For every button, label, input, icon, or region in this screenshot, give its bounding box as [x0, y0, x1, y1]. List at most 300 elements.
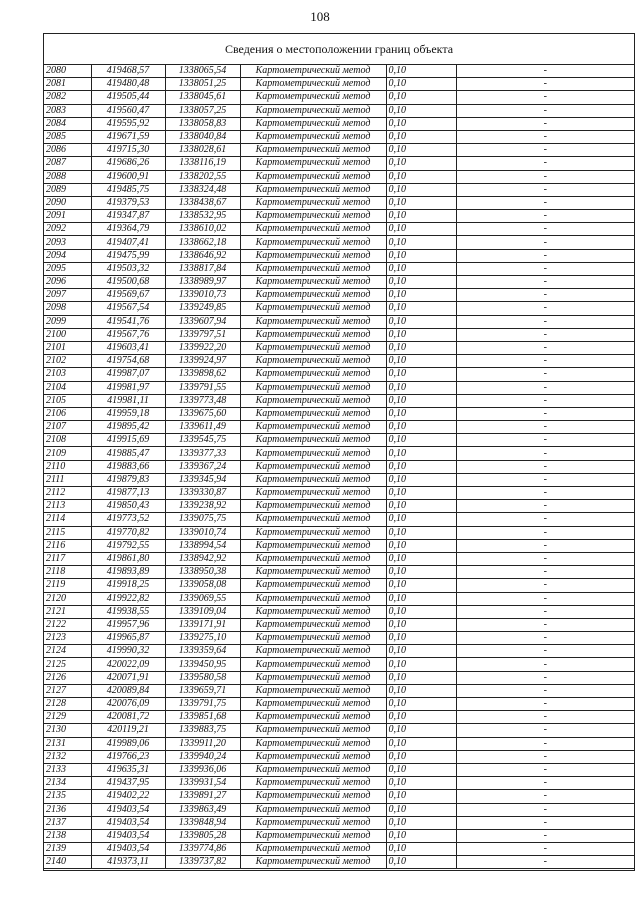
y-coordinate-cell: 1339109,04 [165, 605, 240, 618]
y-coordinate-cell: 1338058,83 [165, 117, 240, 130]
y-coordinate-cell: 1339238,92 [165, 500, 240, 513]
y-coordinate-cell: 1338045,61 [165, 91, 240, 104]
point-number-cell: 2091 [44, 210, 91, 223]
y-coordinate-cell: 1338040,84 [165, 130, 240, 143]
x-coordinate-cell: 420071,91 [91, 671, 165, 684]
description-cell: - [456, 157, 634, 170]
description-cell: - [456, 117, 634, 130]
y-coordinate-cell: 1339171,91 [165, 618, 240, 631]
method-cell: Картометрический метод [240, 130, 386, 143]
point-number-cell: 2098 [44, 302, 91, 315]
accuracy-cell: 0,10 [386, 447, 456, 460]
accuracy-cell: 0,10 [386, 196, 456, 209]
x-coordinate-cell: 419503,32 [91, 262, 165, 275]
description-cell: - [456, 500, 634, 513]
table-row [44, 724, 634, 737]
table-row [44, 605, 634, 618]
point-number-cell: 2126 [44, 671, 91, 684]
point-number-cell: 2127 [44, 684, 91, 697]
point-number-cell: 2106 [44, 407, 91, 420]
point-number-cell: 2118 [44, 566, 91, 579]
x-coordinate-cell: 419715,30 [91, 144, 165, 157]
accuracy-cell: 0,10 [386, 394, 456, 407]
x-coordinate-cell: 419379,53 [91, 196, 165, 209]
y-coordinate-cell: 1339659,71 [165, 684, 240, 697]
point-number-cell: 2095 [44, 262, 91, 275]
method-cell: Картометрический метод [240, 539, 386, 552]
method-cell: Картометрический метод [240, 183, 386, 196]
description-cell: - [456, 763, 634, 776]
description-cell: - [456, 711, 634, 724]
method-cell: Картометрический метод [240, 487, 386, 500]
table-row [44, 618, 634, 631]
x-coordinate-cell: 419403,54 [91, 816, 165, 829]
point-number-cell: 2109 [44, 447, 91, 460]
x-coordinate-cell: 420119,21 [91, 724, 165, 737]
accuracy-cell: 0,10 [386, 487, 456, 500]
y-coordinate-cell: 1339891,27 [165, 790, 240, 803]
point-number-cell: 2101 [44, 341, 91, 354]
x-coordinate-cell: 419915,69 [91, 434, 165, 447]
x-coordinate-cell: 419766,23 [91, 750, 165, 763]
description-cell: - [456, 671, 634, 684]
point-number-cell: 2120 [44, 592, 91, 605]
description-cell: - [456, 447, 634, 460]
accuracy-cell: 0,10 [386, 684, 456, 697]
table-row [44, 460, 634, 473]
method-cell: Картометрический метод [240, 170, 386, 183]
page-number: 108 [310, 9, 330, 24]
coordinates-table [44, 65, 634, 869]
y-coordinate-cell: 1339931,54 [165, 777, 240, 790]
accuracy-cell: 0,10 [386, 552, 456, 565]
y-coordinate-cell: 1338950,38 [165, 566, 240, 579]
x-coordinate-cell: 419879,83 [91, 473, 165, 486]
point-number-cell: 2134 [44, 777, 91, 790]
point-number-cell: 2123 [44, 632, 91, 645]
y-coordinate-cell: 1338028,61 [165, 144, 240, 157]
point-number-cell: 2080 [44, 65, 91, 78]
point-number-cell: 2130 [44, 724, 91, 737]
point-number-cell: 2132 [44, 750, 91, 763]
table-heading: Сведения о местоположении границ объекта [44, 34, 634, 65]
y-coordinate-cell: 1339359,64 [165, 645, 240, 658]
accuracy-cell: 0,10 [386, 816, 456, 829]
accuracy-cell: 0,10 [386, 117, 456, 130]
method-cell: Картометрический метод [240, 856, 386, 869]
method-cell: Картометрический метод [240, 117, 386, 130]
y-coordinate-cell: 1339069,55 [165, 592, 240, 605]
accuracy-cell: 0,10 [386, 658, 456, 671]
table-row [44, 579, 634, 592]
description-cell: - [456, 394, 634, 407]
y-coordinate-cell: 1338532,95 [165, 210, 240, 223]
y-coordinate-cell: 1338202,55 [165, 170, 240, 183]
x-coordinate-cell: 419468,57 [91, 65, 165, 78]
table-row [44, 790, 634, 803]
accuracy-cell: 0,10 [386, 500, 456, 513]
x-coordinate-cell: 419965,87 [91, 632, 165, 645]
table-row [44, 698, 634, 711]
description-cell: - [456, 605, 634, 618]
coordinates-table-frame [43, 33, 635, 871]
x-coordinate-cell: 419500,68 [91, 276, 165, 289]
accuracy-cell: 0,10 [386, 592, 456, 605]
x-coordinate-cell: 419877,13 [91, 487, 165, 500]
description-cell: - [456, 249, 634, 262]
method-cell: Картометрический метод [240, 763, 386, 776]
table-row [44, 658, 634, 671]
x-coordinate-cell: 419792,55 [91, 539, 165, 552]
description-cell: - [456, 196, 634, 209]
accuracy-cell: 0,10 [386, 843, 456, 856]
table-row [44, 130, 634, 143]
description-cell: - [456, 210, 634, 223]
table-row [44, 447, 634, 460]
point-number-cell: 2114 [44, 513, 91, 526]
y-coordinate-cell: 1338662,18 [165, 236, 240, 249]
y-coordinate-cell: 1339791,55 [165, 381, 240, 394]
point-number-cell: 2117 [44, 552, 91, 565]
table-row [44, 341, 634, 354]
description-cell: - [456, 381, 634, 394]
method-cell: Картометрический метод [240, 91, 386, 104]
description-cell: - [456, 328, 634, 341]
description-cell: - [456, 856, 634, 869]
accuracy-cell: 0,10 [386, 513, 456, 526]
y-coordinate-cell: 1339010,74 [165, 526, 240, 539]
point-number-cell: 2088 [44, 170, 91, 183]
point-number-cell: 2124 [44, 645, 91, 658]
table-row [44, 763, 634, 776]
table-row [44, 157, 634, 170]
x-coordinate-cell: 419861,80 [91, 552, 165, 565]
x-coordinate-cell: 419893,89 [91, 566, 165, 579]
x-coordinate-cell: 420089,84 [91, 684, 165, 697]
method-cell: Картометрический метод [240, 618, 386, 631]
description-cell: - [456, 473, 634, 486]
table-row [44, 711, 634, 724]
point-number-cell: 2107 [44, 421, 91, 434]
description-cell: - [456, 777, 634, 790]
point-number-cell: 2086 [44, 144, 91, 157]
x-coordinate-cell: 419883,66 [91, 460, 165, 473]
method-cell: Картометрический метод [240, 302, 386, 315]
accuracy-cell: 0,10 [386, 91, 456, 104]
method-cell: Картометрический метод [240, 513, 386, 526]
point-number-cell: 2129 [44, 711, 91, 724]
y-coordinate-cell: 1339607,94 [165, 315, 240, 328]
table-row [44, 144, 634, 157]
accuracy-cell: 0,10 [386, 473, 456, 486]
x-coordinate-cell: 419373,11 [91, 856, 165, 869]
description-cell: - [456, 632, 634, 645]
method-cell: Картометрический метод [240, 500, 386, 513]
table-row [44, 843, 634, 856]
description-cell: - [456, 724, 634, 737]
y-coordinate-cell: 1339675,60 [165, 407, 240, 420]
point-number-cell: 2125 [44, 658, 91, 671]
accuracy-cell: 0,10 [386, 302, 456, 315]
y-coordinate-cell: 1339450,95 [165, 658, 240, 671]
method-cell: Картометрический метод [240, 407, 386, 420]
description-cell: - [456, 315, 634, 328]
x-coordinate-cell: 419485,75 [91, 183, 165, 196]
description-cell: - [456, 368, 634, 381]
x-coordinate-cell: 419987,07 [91, 368, 165, 381]
point-number-cell: 2119 [44, 579, 91, 592]
point-number-cell: 2113 [44, 500, 91, 513]
x-coordinate-cell: 419959,18 [91, 407, 165, 420]
accuracy-cell: 0,10 [386, 605, 456, 618]
table-row [44, 434, 634, 447]
accuracy-cell: 0,10 [386, 381, 456, 394]
y-coordinate-cell: 1339773,48 [165, 394, 240, 407]
x-coordinate-cell: 419403,54 [91, 829, 165, 842]
description-cell: - [456, 341, 634, 354]
accuracy-cell: 0,10 [386, 645, 456, 658]
description-cell: - [456, 65, 634, 78]
point-number-cell: 2108 [44, 434, 91, 447]
point-number-cell: 2084 [44, 117, 91, 130]
table-row [44, 368, 634, 381]
point-number-cell: 2083 [44, 104, 91, 117]
table-row [44, 65, 634, 78]
method-cell: Картометрический метод [240, 381, 386, 394]
method-cell: Картометрический метод [240, 684, 386, 697]
y-coordinate-cell: 1338646,92 [165, 249, 240, 262]
method-cell: Картометрический метод [240, 671, 386, 684]
x-coordinate-cell: 419754,68 [91, 355, 165, 368]
method-cell: Картометрический метод [240, 421, 386, 434]
table-row [44, 487, 634, 500]
point-number-cell: 2139 [44, 843, 91, 856]
method-cell: Картометрический метод [240, 368, 386, 381]
method-cell: Картометрический метод [240, 777, 386, 790]
point-number-cell: 2097 [44, 289, 91, 302]
y-coordinate-cell: 1339545,75 [165, 434, 240, 447]
accuracy-cell: 0,10 [386, 421, 456, 434]
description-cell: - [456, 407, 634, 420]
y-coordinate-cell: 1339805,28 [165, 829, 240, 842]
method-cell: Картометрический метод [240, 157, 386, 170]
description-cell: - [456, 579, 634, 592]
accuracy-cell: 0,10 [386, 341, 456, 354]
x-coordinate-cell: 419403,54 [91, 803, 165, 816]
description-cell: - [456, 566, 634, 579]
x-coordinate-cell: 419686,26 [91, 157, 165, 170]
point-number-cell: 2128 [44, 698, 91, 711]
method-cell: Картометрический метод [240, 632, 386, 645]
method-cell: Картометрический метод [240, 750, 386, 763]
table-row [44, 91, 634, 104]
method-cell: Картометрический метод [240, 289, 386, 302]
table-row [44, 302, 634, 315]
method-cell: Картометрический метод [240, 724, 386, 737]
x-coordinate-cell: 419603,41 [91, 341, 165, 354]
table-row [44, 196, 634, 209]
accuracy-cell: 0,10 [386, 183, 456, 196]
y-coordinate-cell: 1339010,73 [165, 289, 240, 302]
method-cell: Картометрический метод [240, 104, 386, 117]
accuracy-cell: 0,10 [386, 579, 456, 592]
description-cell: - [456, 223, 634, 236]
accuracy-cell: 0,10 [386, 777, 456, 790]
y-coordinate-cell: 1339611,49 [165, 421, 240, 434]
method-cell: Картометрический метод [240, 658, 386, 671]
method-cell: Картометрический метод [240, 196, 386, 209]
description-cell: - [456, 803, 634, 816]
x-coordinate-cell: 419885,47 [91, 447, 165, 460]
y-coordinate-cell: 1339797,51 [165, 328, 240, 341]
point-number-cell: 2081 [44, 78, 91, 91]
method-cell: Картометрический метод [240, 816, 386, 829]
y-coordinate-cell: 1339791,75 [165, 698, 240, 711]
accuracy-cell: 0,10 [386, 526, 456, 539]
table-row [44, 104, 634, 117]
point-number-cell: 2131 [44, 737, 91, 750]
table-row [44, 78, 634, 91]
y-coordinate-cell: 1339367,24 [165, 460, 240, 473]
method-cell: Картометрический метод [240, 249, 386, 262]
y-coordinate-cell: 1339898,62 [165, 368, 240, 381]
accuracy-cell: 0,10 [386, 724, 456, 737]
table-row [44, 394, 634, 407]
y-coordinate-cell: 1338324,48 [165, 183, 240, 196]
table-row [44, 737, 634, 750]
description-cell: - [456, 737, 634, 750]
point-number-cell: 2136 [44, 803, 91, 816]
table-row [44, 355, 634, 368]
method-cell: Картометрический метод [240, 645, 386, 658]
method-cell: Картометрический метод [240, 210, 386, 223]
accuracy-cell: 0,10 [386, 78, 456, 91]
table-row [44, 671, 634, 684]
x-coordinate-cell: 419600,91 [91, 170, 165, 183]
x-coordinate-cell: 419364,79 [91, 223, 165, 236]
method-cell: Картометрический метод [240, 592, 386, 605]
point-number-cell: 2094 [44, 249, 91, 262]
x-coordinate-cell: 420081,72 [91, 711, 165, 724]
point-number-cell: 2093 [44, 236, 91, 249]
description-cell: - [456, 618, 634, 631]
method-cell: Картометрический метод [240, 276, 386, 289]
x-coordinate-cell: 419403,54 [91, 843, 165, 856]
x-coordinate-cell: 419595,92 [91, 117, 165, 130]
table-row [44, 592, 634, 605]
description-cell: - [456, 698, 634, 711]
point-number-cell: 2140 [44, 856, 91, 869]
accuracy-cell: 0,10 [386, 328, 456, 341]
table-row [44, 381, 634, 394]
method-cell: Картометрический метод [240, 315, 386, 328]
y-coordinate-cell: 1339883,75 [165, 724, 240, 737]
description-cell: - [456, 262, 634, 275]
x-coordinate-cell: 419990,32 [91, 645, 165, 658]
accuracy-cell: 0,10 [386, 130, 456, 143]
y-coordinate-cell: 1339940,24 [165, 750, 240, 763]
method-cell: Картометрический метод [240, 236, 386, 249]
table-row [44, 539, 634, 552]
description-cell: - [456, 843, 634, 856]
y-coordinate-cell: 1339774,86 [165, 843, 240, 856]
y-coordinate-cell: 1338989,97 [165, 276, 240, 289]
y-coordinate-cell: 1338065,54 [165, 65, 240, 78]
description-cell: - [456, 78, 634, 91]
description-cell: - [456, 684, 634, 697]
x-coordinate-cell: 419347,87 [91, 210, 165, 223]
x-coordinate-cell: 419569,67 [91, 289, 165, 302]
table-row [44, 526, 634, 539]
accuracy-cell: 0,10 [386, 737, 456, 750]
x-coordinate-cell: 419505,44 [91, 91, 165, 104]
accuracy-cell: 0,10 [386, 368, 456, 381]
point-number-cell: 2115 [44, 526, 91, 539]
accuracy-cell: 0,10 [386, 289, 456, 302]
table-row [44, 829, 634, 842]
accuracy-cell: 0,10 [386, 539, 456, 552]
table-row [44, 421, 634, 434]
table-row [44, 566, 634, 579]
accuracy-cell: 0,10 [386, 144, 456, 157]
point-number-cell: 2090 [44, 196, 91, 209]
table-row [44, 645, 634, 658]
description-cell: - [456, 658, 634, 671]
table-row [44, 210, 634, 223]
method-cell: Картометрический метод [240, 790, 386, 803]
point-number-cell: 2138 [44, 829, 91, 842]
accuracy-cell: 0,10 [386, 632, 456, 645]
description-cell: - [456, 355, 634, 368]
x-coordinate-cell: 419560,47 [91, 104, 165, 117]
table-row [44, 262, 634, 275]
accuracy-cell: 0,10 [386, 170, 456, 183]
point-number-cell: 2121 [44, 605, 91, 618]
x-coordinate-cell: 420022,09 [91, 658, 165, 671]
point-number-cell: 2103 [44, 368, 91, 381]
y-coordinate-cell: 1339851,68 [165, 711, 240, 724]
description-cell: - [456, 170, 634, 183]
accuracy-cell: 0,10 [386, 803, 456, 816]
description-cell: - [456, 144, 634, 157]
method-cell: Картометрический метод [240, 605, 386, 618]
point-number-cell: 2096 [44, 276, 91, 289]
x-coordinate-cell: 419957,96 [91, 618, 165, 631]
point-number-cell: 2135 [44, 790, 91, 803]
table-row [44, 223, 634, 236]
y-coordinate-cell: 1339345,94 [165, 473, 240, 486]
method-cell: Картометрический метод [240, 526, 386, 539]
accuracy-cell: 0,10 [386, 407, 456, 420]
point-number-cell: 2112 [44, 487, 91, 500]
description-cell: - [456, 750, 634, 763]
y-coordinate-cell: 1339377,33 [165, 447, 240, 460]
point-number-cell: 2111 [44, 473, 91, 486]
method-cell: Картометрический метод [240, 434, 386, 447]
method-cell: Картометрический метод [240, 711, 386, 724]
method-cell: Картометрический метод [240, 447, 386, 460]
x-coordinate-cell: 419402,22 [91, 790, 165, 803]
y-coordinate-cell: 1338057,25 [165, 104, 240, 117]
method-cell: Картометрический метод [240, 579, 386, 592]
method-cell: Картометрический метод [240, 355, 386, 368]
description-cell: - [456, 91, 634, 104]
table-row [44, 289, 634, 302]
accuracy-cell: 0,10 [386, 65, 456, 78]
table-row [44, 328, 634, 341]
accuracy-cell: 0,10 [386, 618, 456, 631]
method-cell: Картометрический метод [240, 473, 386, 486]
